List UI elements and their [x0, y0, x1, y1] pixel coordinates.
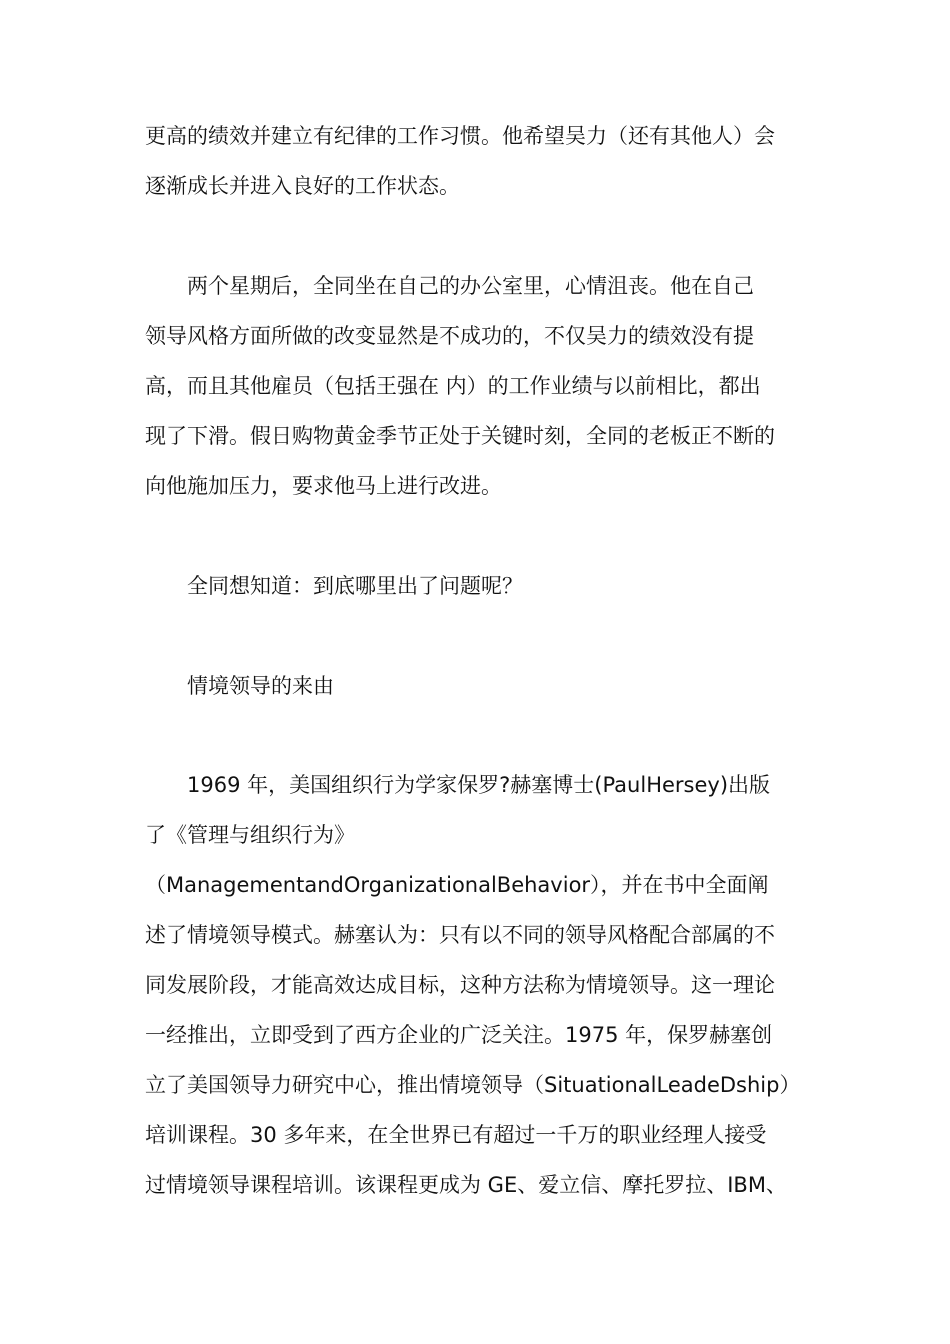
- text-line: 过情境领导课程培训。该课程更成为 GE、爱立信、摩托罗拉、IBM、: [145, 1173, 787, 1197]
- text-line: 现了下滑。假日购物黄金季节正处于关键时刻，全同的老板正不断的: [145, 424, 775, 448]
- paragraph-5: [145, 760, 810, 1210]
- text-line: 了《管理与组织行为》: [145, 823, 355, 847]
- text-line: 述了情境领导模式。赫塞认为：只有以不同的领导风格配合部属的不: [145, 923, 775, 947]
- text-line: 情境领导的来由: [145, 674, 334, 698]
- text-line: 一经推出，立即受到了西方企业的广泛关注。1975 年，保罗赫塞创: [145, 1023, 773, 1047]
- text-line: 全同想知道：到底哪里出了问题呢？: [145, 574, 523, 598]
- section-heading: [145, 661, 810, 711]
- text-line: 逐渐成长并进入良好的工作状态。: [145, 174, 460, 198]
- text-line: 立了美国领导力研究中心，推出情境领导（SituationalLeadeDship）: [145, 1073, 801, 1097]
- text-line: 向他施加压力，要求他马上进行改进。: [145, 474, 502, 498]
- text-line: 同发展阶段，才能高效达成目标，这种方法称为情境领导。这一理论: [145, 973, 775, 997]
- text-line: 两个星期后，全同坐在自己的办公室里，心情沮丧。他在自己: [145, 274, 754, 298]
- paragraph-1: [145, 111, 810, 211]
- text-line: 培训课程。30 多年来，在全世界已有超过一千万的职业经理人接受: [145, 1123, 767, 1147]
- text-line: 1969 年，美国组织行为学家保罗?赫塞博士(PaulHersey)出版: [145, 773, 771, 797]
- text-line: 领导风格方面所做的改变显然是不成功的，不仅吴力的绩效没有提: [145, 324, 754, 348]
- paragraph-3: [145, 561, 810, 611]
- text-line: （ManagementandOrganizationalBehavior），并在书中全面阐: [145, 873, 769, 897]
- text-line: 高，而且其他雇员（包括王强在 内）的工作业绩与以前相比，都出: [145, 374, 761, 398]
- paragraph-2: [145, 261, 810, 511]
- text-line: 更高的绩效并建立有纪律的工作习惯。他希望吴力（还有其他人）会: [145, 124, 775, 148]
